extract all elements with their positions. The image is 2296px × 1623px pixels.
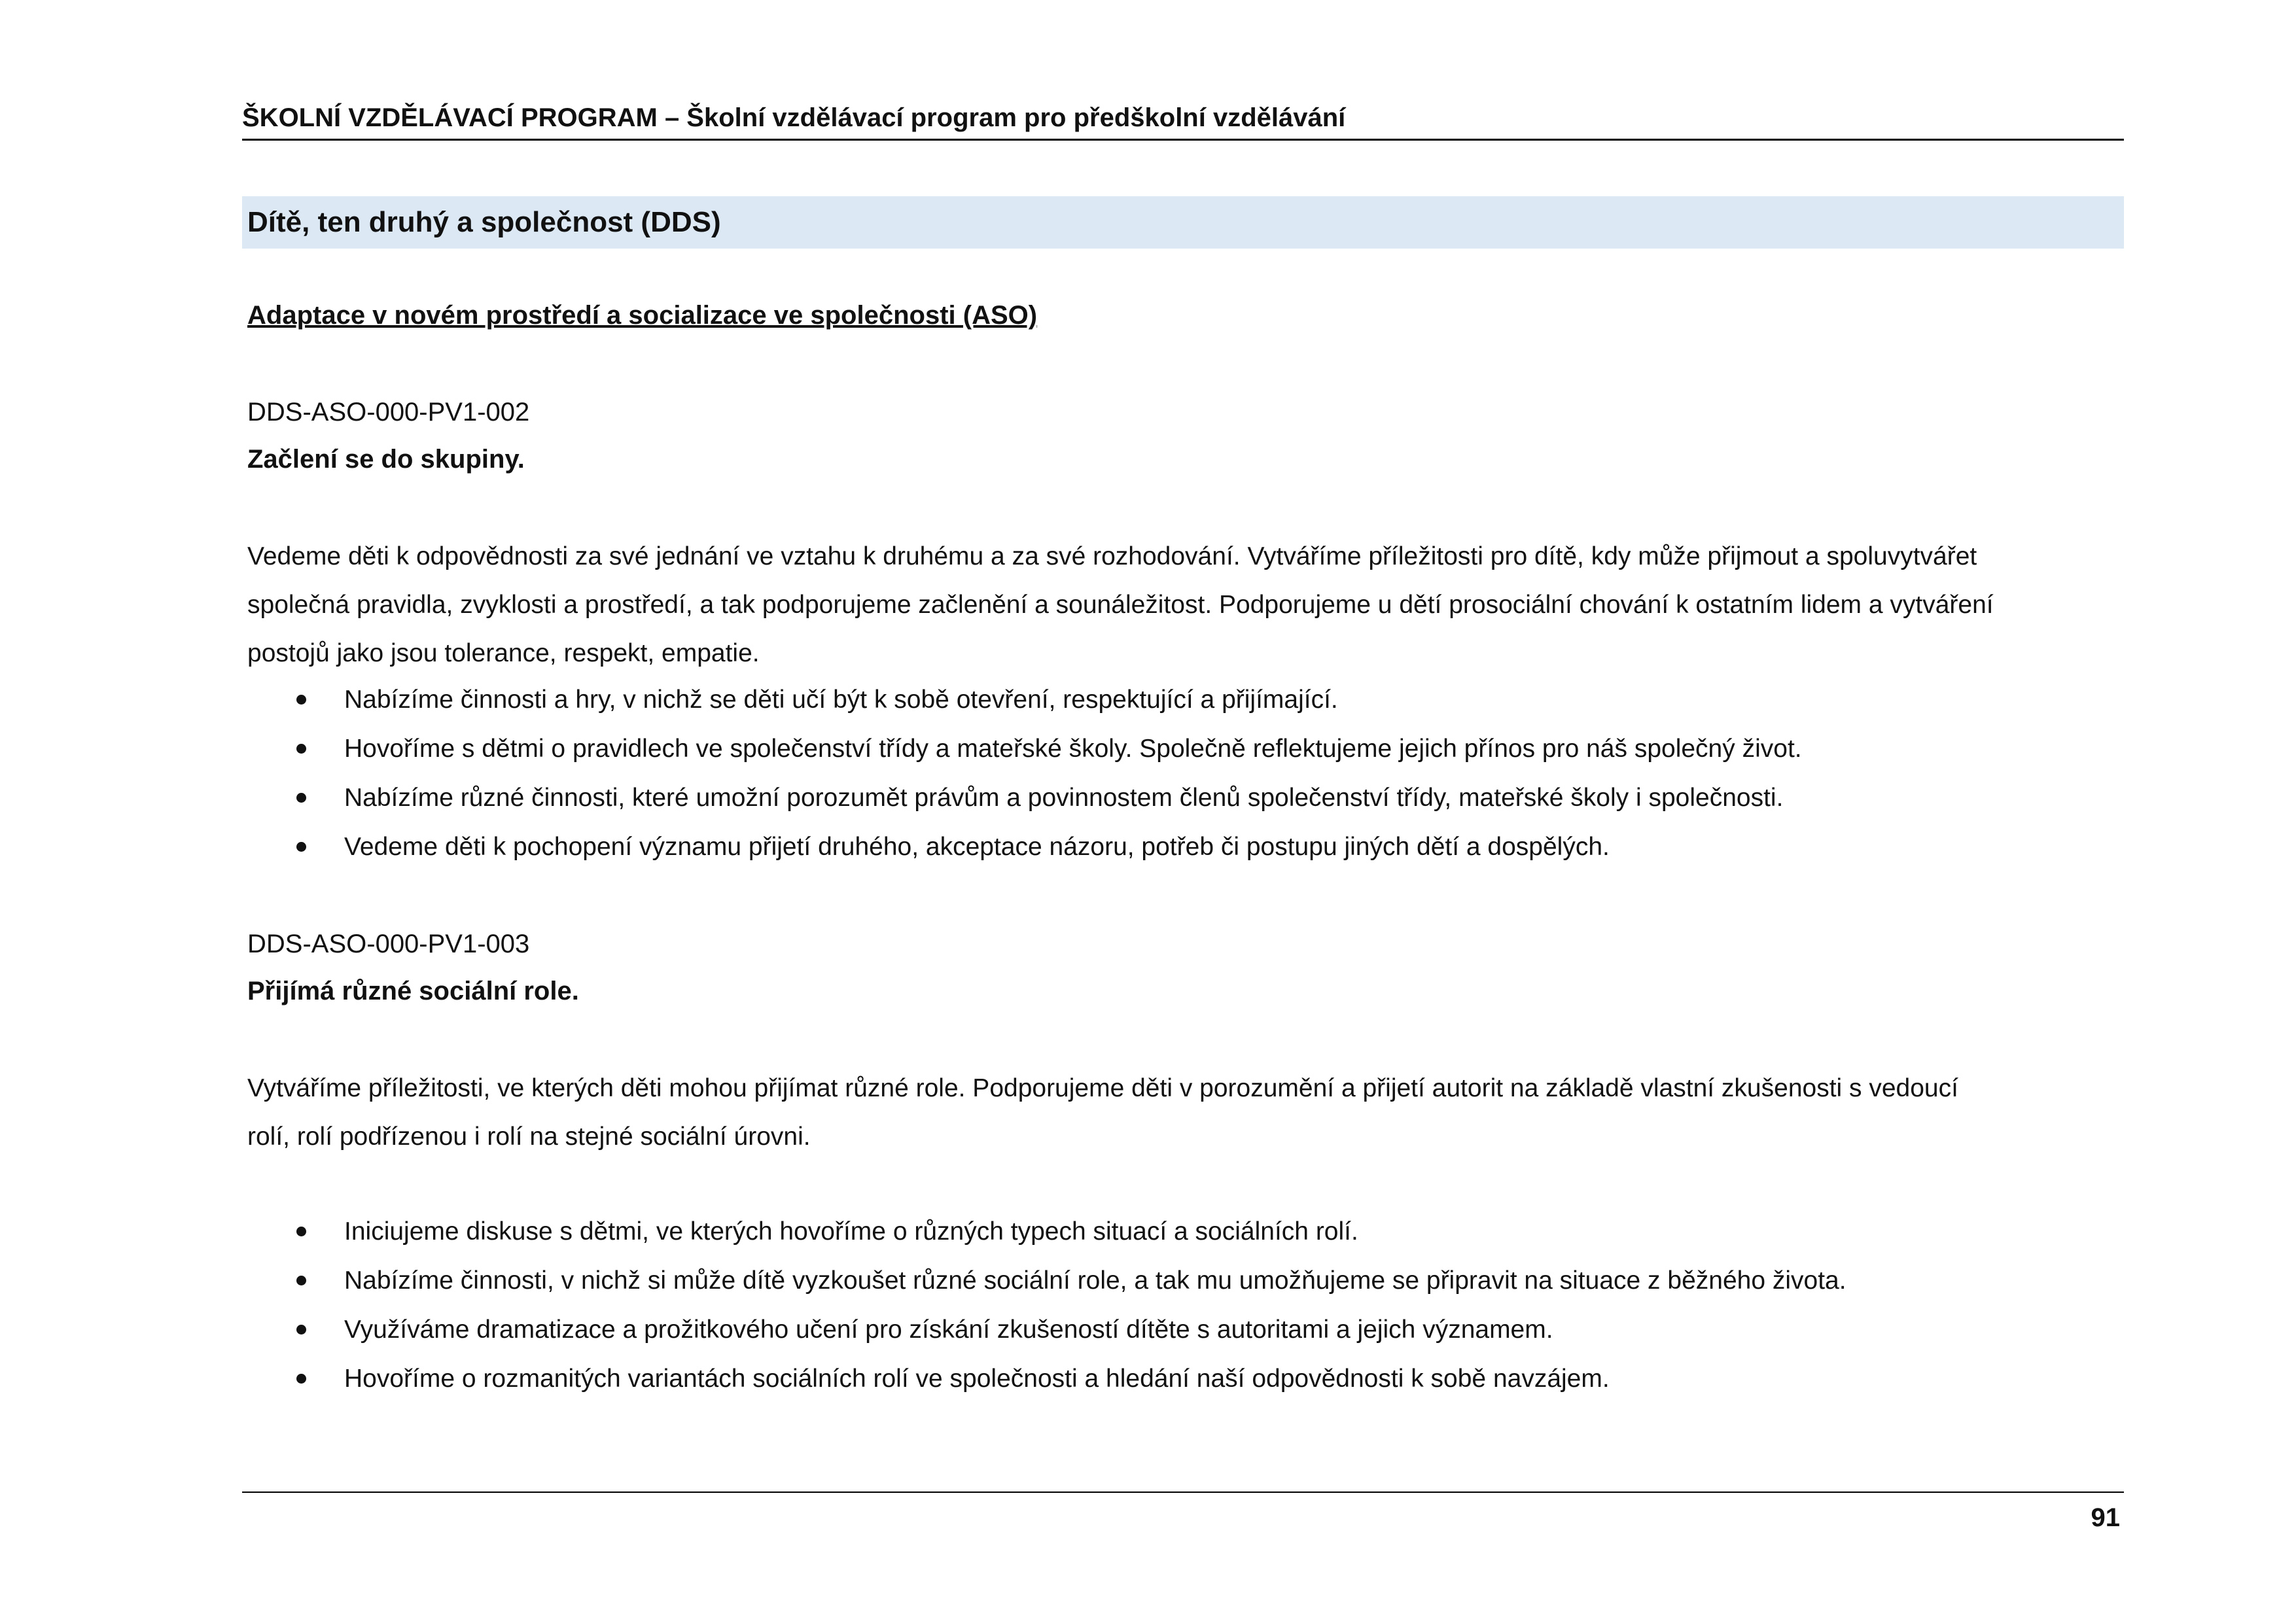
bullet-icon <box>296 1276 306 1285</box>
list-item <box>247 724 2132 773</box>
header-divider <box>242 139 2124 141</box>
list-item <box>247 822 2132 871</box>
list-item-text: Využíváme dramatizace a prožitkového učení pro získání zkušeností dítěte s autoritami a jejich významem. <box>344 1316 1553 1344</box>
list-item-text: Hovoříme o rozmanitých variantách sociálních rolí ve společnosti a hledání naší odpovědnosti k sobě navzájem. <box>344 1365 1610 1393</box>
list-item-text: Nabízíme činnosti a hry, v nichž se děti učí být k sobě otevření, respektující a přijímající. <box>344 686 1338 714</box>
goal-title: Začlení se do skupiny. <box>247 445 525 474</box>
activity-list <box>247 675 2132 871</box>
subsection-title: Adaptace v novém prostředí a socializace ve společnosti (ASO) <box>247 301 1038 330</box>
bullet-icon <box>296 1374 306 1384</box>
bullet-icon <box>296 744 306 754</box>
list-item <box>247 675 2132 724</box>
bullet-icon <box>296 695 306 705</box>
goal-code: DDS-ASO-000-PV1-003 <box>247 930 530 958</box>
paragraph-line: společná pravidla, zvyklosti a prostředí, a tak podporujeme začlenění a sounáležitost. Podporujeme u dětí prosociální chování k ostatním lidem a vytváření <box>247 591 1994 619</box>
section-title: Dítě, ten druhý a společnost (DDS) <box>247 206 721 238</box>
list-item <box>247 1256 2132 1305</box>
list-item <box>247 773 2132 822</box>
list-item-text: Hovoříme s dětmi o pravidlech ve společenství třídy a mateřské školy. Společně reflektujeme jejich přínos pro náš společný život. <box>344 735 1802 763</box>
list-item-text: Vedeme děti k pochopení významu přijetí druhého, akceptace názoru, potřeb či postupu jiných dětí a dospělých. <box>344 833 1610 861</box>
paragraph-line: postojů jako jsou tolerance, respekt, empatie. <box>247 639 760 667</box>
activity-list <box>247 1207 2132 1403</box>
list-item-text: Iniciujeme diskuse s dětmi, ve kterých hovoříme o různých typech situací a sociálních rolí. <box>344 1217 1358 1246</box>
goal-description <box>247 1064 2132 1161</box>
list-item <box>247 1207 2132 1256</box>
page-header-title: ŠKOLNÍ VZDĚLÁVACÍ PROGRAM – Školní vzdělávací program pro předškolní vzdělávání <box>242 103 1346 132</box>
page-number: 91 <box>2091 1503 2120 1532</box>
goal-description <box>247 532 2132 678</box>
goal-title: Přijímá různé sociální role. <box>247 977 579 1005</box>
bullet-icon <box>296 1227 306 1236</box>
footer-divider <box>242 1492 2124 1493</box>
goal-code: DDS-ASO-000-PV1-002 <box>247 398 530 427</box>
bullet-icon <box>296 793 306 803</box>
list-item-text: Nabízíme činnosti, v nichž si může dítě vyzkoušet různé sociální role, a tak mu umožňujeme se připravit na situace z běžného života. <box>344 1266 1846 1295</box>
paragraph-line: Vedeme děti k odpovědnosti za své jednání ve vztahu k druhému a za své rozhodování. Vytváříme příležitosti pro dítě, kdy může přijmout a spoluvytvářet <box>247 542 1977 570</box>
list-item <box>247 1354 2132 1403</box>
paragraph-line: rolí, rolí podřízenou i rolí na stejné sociální úrovni. <box>247 1123 811 1151</box>
bullet-icon <box>296 1325 306 1335</box>
paragraph-line: Vytváříme příležitosti, ve kterých děti mohou přijímat různé role. Podporujeme děti v porozumění a přijetí autorit na základě vlastní zkušenosti s vedoucí <box>247 1074 1958 1102</box>
bullet-icon <box>296 842 306 852</box>
list-item <box>247 1305 2132 1354</box>
list-item-text: Nabízíme různé činnosti, které umožní porozumět právům a povinnostem členů společenství třídy, mateřské školy i společnosti. <box>344 784 1784 812</box>
